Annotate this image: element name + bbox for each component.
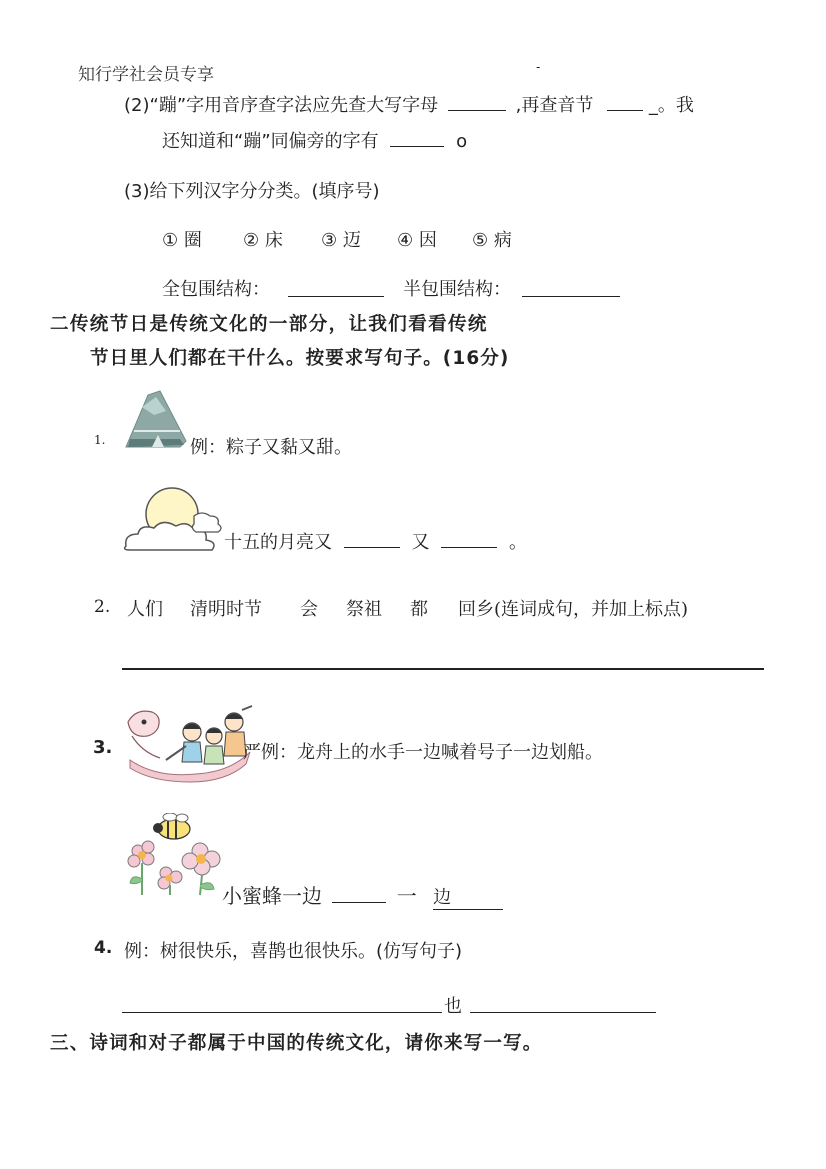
q3-text-b: 一: [396, 884, 417, 908]
header-brand: 知行学社会员专享: [78, 65, 214, 85]
full-enclosure-label: 全包围结构：: [162, 279, 270, 300]
q1-number: 1.: [94, 433, 106, 447]
moon-cloud-image: [122, 484, 226, 556]
q1-example: 例：粽子又黏又甜。: [190, 437, 352, 458]
char-2: ② 床: [243, 230, 283, 251]
q4-number: 4.: [94, 938, 113, 958]
q3-prompt: (3)给下列汉字分分类。(填序号): [124, 181, 380, 202]
q3-blank-2[interactable]: [433, 883, 503, 910]
q3-number: 3.: [93, 737, 113, 758]
q1-text-end: 。: [508, 532, 527, 553]
q4-example: 例：树很快乐，喜鹊也很快乐。(仿写句子): [124, 941, 463, 962]
q3-blank-1[interactable]: [332, 884, 386, 903]
q2-answer-line[interactable]: [122, 668, 764, 670]
q2-number: 2.: [94, 597, 111, 617]
q1-text-b: 又: [411, 532, 430, 553]
q2-word-3: 会: [300, 599, 318, 620]
q2-word-6: 回乡(连词成句，并加上标点): [458, 599, 689, 620]
q2-word-5: 都: [410, 599, 428, 620]
char-3: ③ 迈: [321, 230, 361, 251]
half-enclosure-label: 半包围结构：: [403, 279, 511, 300]
q3-text-c: 边: [433, 887, 452, 908]
q2-blank-chars[interactable]: [390, 128, 444, 147]
q2-line1: [124, 91, 694, 117]
q2-blank-syllable[interactable]: [607, 92, 643, 111]
q2-word-2: 清明时节: [190, 599, 262, 620]
q2-text-a: (2)“蹦”字用音序查字法应先查大写字母: [124, 95, 439, 116]
q1-sentence: [224, 528, 527, 554]
q2-line2: [162, 127, 467, 153]
q1-blank-1[interactable]: [344, 529, 400, 548]
part2-title-line2: 节日里人们都在干什么。按要求写句子。(16分): [90, 348, 510, 369]
q1-blank-2[interactable]: [441, 529, 497, 548]
q4-blank-1[interactable]: [122, 1012, 442, 1013]
q4-blank-2[interactable]: [470, 1012, 656, 1013]
q2-word-4: 祭祖: [346, 599, 382, 620]
q2-text-end: o: [456, 131, 468, 152]
q3-example: 严例：龙舟上的水手一边喊着号子一边划船。: [243, 742, 603, 763]
zongzi-image: [122, 387, 190, 453]
q2-text-c: _。我: [648, 95, 694, 116]
char-1: ① 圈: [162, 230, 202, 251]
q2-text-d: 还知道和“蹦”同偏旁的字有: [162, 131, 379, 152]
q1-text-a: 十五的月亮又: [224, 532, 332, 553]
header-mark: -: [536, 60, 541, 74]
q2-blank-letter[interactable]: [448, 92, 506, 111]
q4-mid: 也: [444, 996, 462, 1017]
char-5: ⑤ 病: [472, 230, 512, 251]
q3-text-a: 小蜜蜂一边: [222, 884, 322, 908]
bee-flowers-image: [124, 813, 224, 897]
part2-title-line1: 二传统节日是传统文化的一部分，让我们看看传统: [50, 314, 488, 335]
part3-title: 三、诗词和对子都属于中国的传统文化，请你来写一写。: [50, 1033, 543, 1054]
q2-word-1: 人们: [127, 599, 163, 620]
q3-sentence: [222, 880, 503, 910]
char-4: ④ 因: [397, 230, 437, 251]
half-enclosure-blank[interactable]: [522, 296, 620, 297]
dragon-boat-image: [126, 702, 256, 784]
full-enclosure-blank[interactable]: [288, 296, 384, 297]
q2-text-b: ,再查音节: [515, 95, 594, 116]
